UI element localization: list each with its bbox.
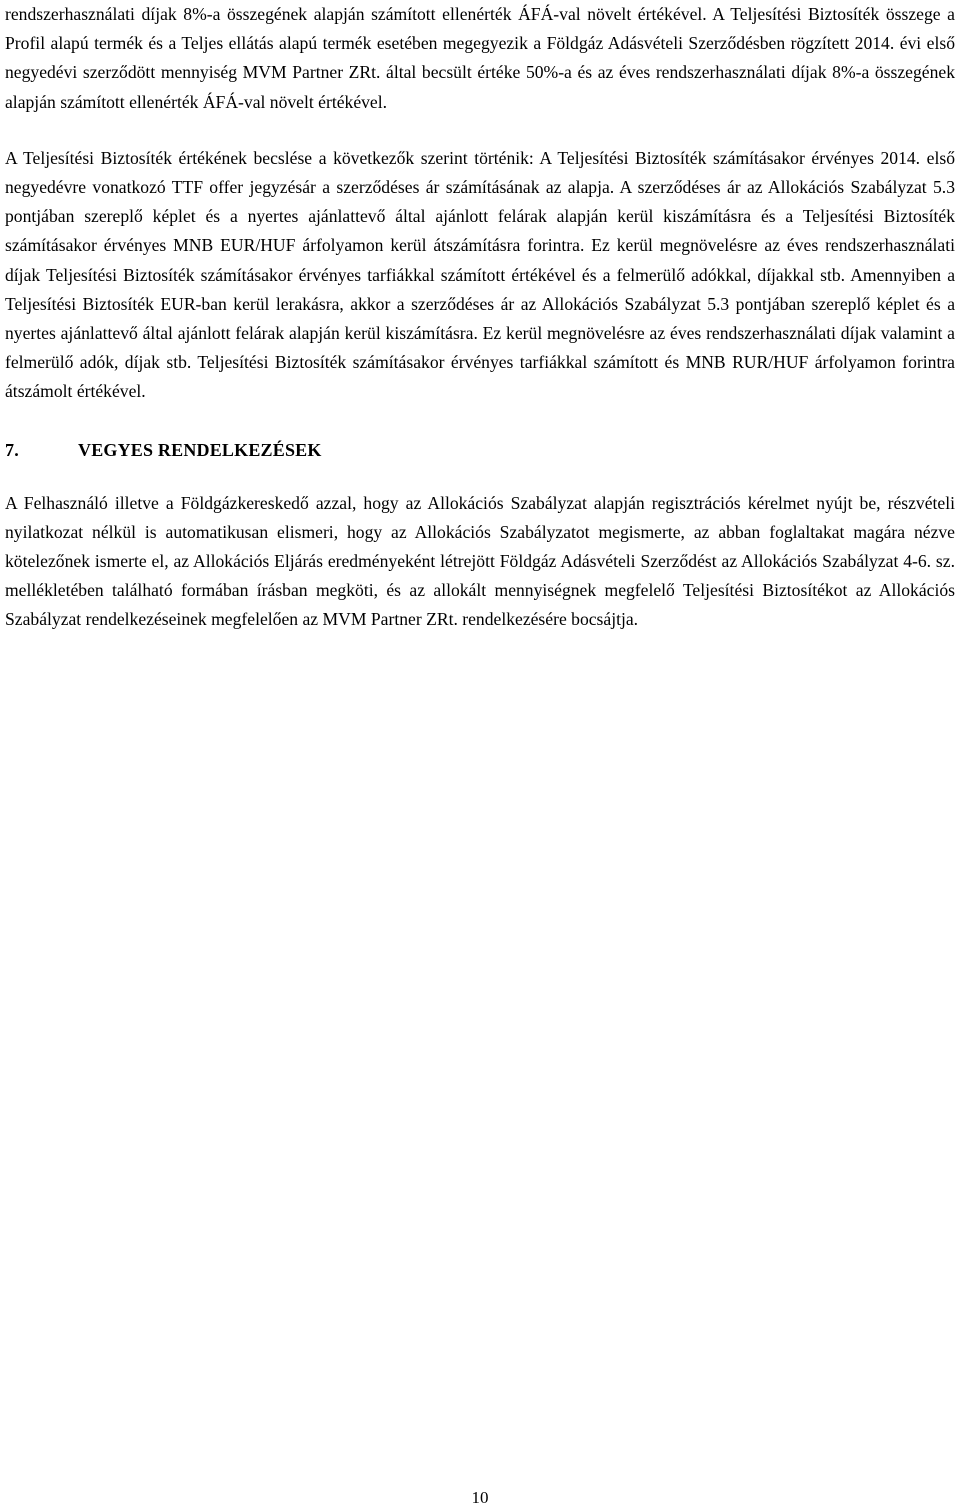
document-page (5, 0, 955, 635)
paragraph-miscellaneous-provisions: A Felhasználó illetve a Földgázkereskedő azzal, hogy az Allokációs Szabályzat alapján regisztrációs kérelmet nyújt be, részvételi nyilatkozat nélkül is automatikusan elismeri, hogy az Allokációs Szabályzatot megismerte, az abban foglaltakat magára nézve kötelezőnek ismerte el, az Allokációs Eljárás eredményeként létrejött Földgáz Adásvételi Szerződést az Allokációs Szabályzat 4-6. sz. mellékletében található formában írásban megköti, és az allokált mennyiségnek megfelelő Teljesítési Biztosítékot az Allokációs Szabályzat rendelkezéseinek megfelelően az MVM Partner ZRt. rendelkezésére bocsájtja. (5, 492, 955, 630)
paragraph-guarantee-estimation: A Teljesítési Biztosíték értékének becslése a következők szerint történik: A Teljesítési Biztosíték számításakor érvényes 2014. első negyedévre vonatkozó TTF offer jegyzésár a szerződéses ár számításának az alapja. A szerződéses ár az Allokációs Szabályzat 5.3 pontjában szereplő képlet és a nyertes ajánlattevő által ajánlott felárak alapján kerül kiszámításra és a Teljesítési Biztosíték számításakor érvényes MNB EUR/HUF árfolyamon kerül átszámításra forintra. Ez kerül megnövelésre az éves rendszerhasználati díjak Teljesítési Biztosíték számításakor érvényes tarfiákkal számított értékével és a felmerülő adókkal, díjakkal stb. Amennyiben a Teljesítési Biztosíték EUR-ban kerül lerakásra, akkor a szerződéses ár az Allokációs Szabályzat 5.3 pontjában szereplő képlet és a nyertes ajánlattevő által ajánlott felárak alapján kerül kiszámításra. Ez kerül megnövelésre az éves rendszerhasználati díjak valamint a felmerülő adók, díjak stb. Teljesítési Biztosíték számításakor érvényes tarfiákkal számított és MNB RUR/HUF árfolyamon forintra átszámolt értékével. (5, 147, 955, 402)
paragraph-performance-guarantee-amount: rendszerhasználati díjak 8%-a összegének alapján számított ellenérték ÁFÁ-val növelt értékével. A Teljesítési Biztosíték összege a Profil alapú termék és a Teljes ellátás alapú termék esetében megegyezik a Földgáz Adásvételi Szerződésben rögzített 2014. évi első negyedévi szerződött mennyiség MVM Partner ZRt. által becsült értéke 50%-a és az éves rendszerhasználati díjak 8%-a összegének alapján számított ellenérték ÁFÁ-val növelt értékével. (5, 4, 955, 112)
section-title: VEGYES RENDELKEZÉSEK (78, 439, 322, 460)
page-number: 10 (471, 1488, 489, 1507)
section-number: 7. (5, 439, 19, 460)
section-heading (5, 436, 955, 465)
